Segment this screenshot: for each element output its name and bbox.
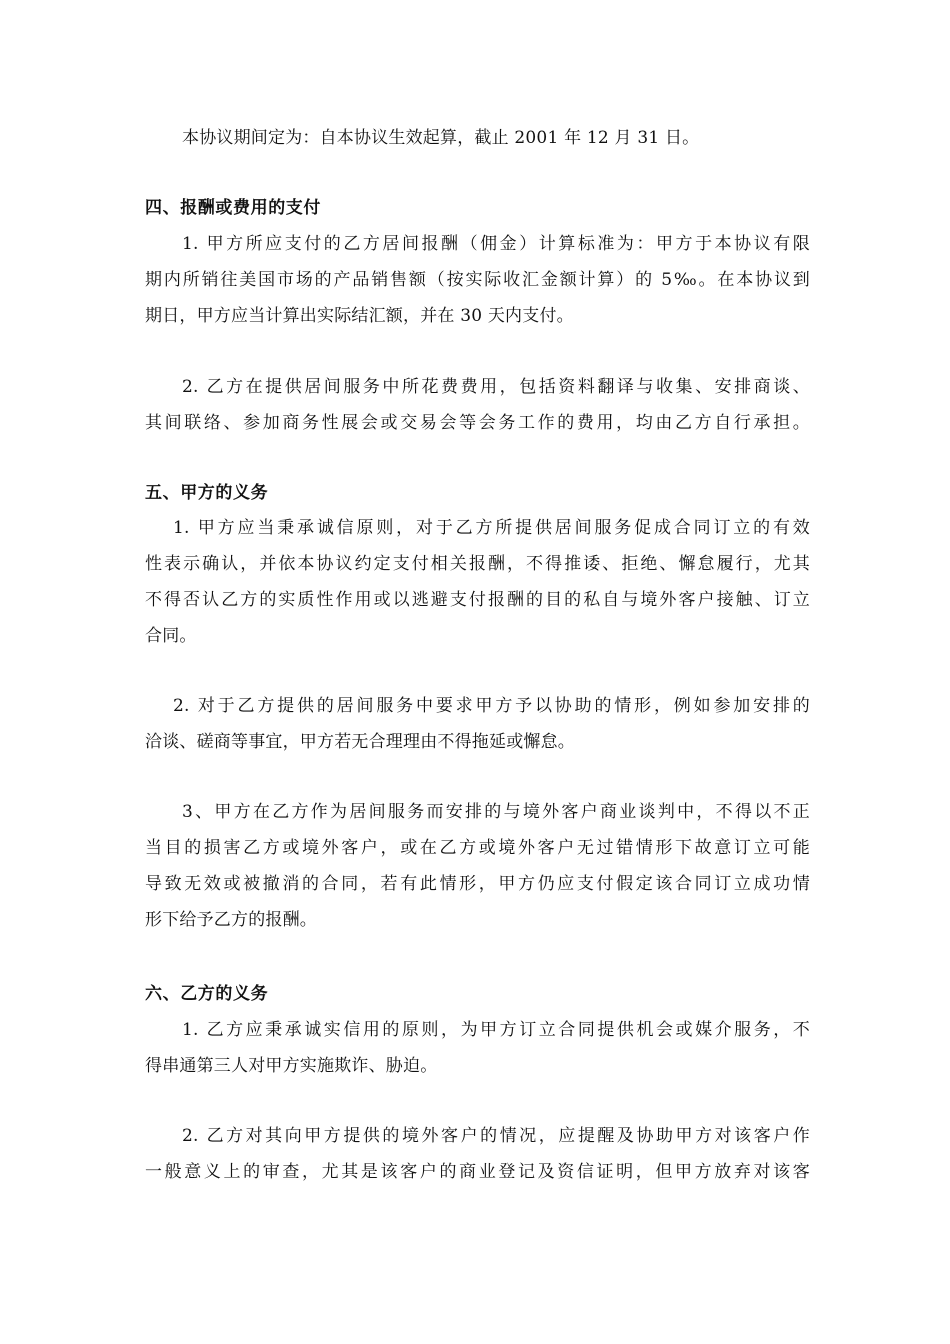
- section-4-heading: 四、报酬或费用的支付: [145, 198, 321, 218]
- section-5-item-1-line-2: 性表示确认，并依本协议约定支付相关报酬，不得推诿、拒绝、懈怠履行，尤其: [145, 554, 810, 574]
- section-5-item-3-line-3: 导致无效或被撤消的合同，若有此情形，甲方仍应支付假定该合同订立成功情: [145, 874, 810, 894]
- section-5-heading: 五、甲方的义务: [145, 483, 269, 503]
- section-5-item-2-line-2: 洽谈、磋商等事宜，甲方若无合理理由不得拖延或懈怠。: [145, 732, 575, 752]
- section-5-item-2-line-1: 2. 对于乙方提供的居间服务中要求甲方予以协助的情形，例如参加安排的: [173, 696, 810, 716]
- section-6-item-1-line-2: 得串通第三人对甲方实施欺诈、胁迫。: [145, 1056, 438, 1076]
- section-5-item-3-line-4: 形下给予乙方的报酬。: [145, 910, 317, 930]
- section-6-heading: 六、乙方的义务: [145, 984, 269, 1004]
- section-4-item-1-line-2: 期内所销往美国市场的产品销售额（按实际收汇金额计算）的 5‰。在本协议到: [145, 270, 810, 290]
- section-6-item-1-line-1: 1. 乙方应秉承诚实信用的原则，为甲方订立合同提供机会或媒介服务，不: [182, 1020, 810, 1040]
- section-5-item-1-line-1: 1. 甲方应当秉承诚信原则，对于乙方所提供居间服务促成合同订立的有效: [173, 518, 810, 538]
- section-5-item-1-line-4: 合同。: [145, 626, 197, 646]
- section-6-item-2-line-2: 一般意义上的审查，尤其是该客户的商业登记及资信证明，但甲方放弃对该客: [145, 1162, 810, 1182]
- section-4-item-2-line-1: 2. 乙方在提供居间服务中所花费费用，包括资料翻译与收集、安排商谈、: [182, 377, 810, 397]
- section-5-item-3-line-2: 当目的损害乙方或境外客户，或在乙方或境外客户无过错情形下故意订立可能: [145, 838, 810, 858]
- section-4-item-1-line-3: 期日，甲方应当计算出实际结汇额，并在 30 天内支付。: [145, 306, 574, 326]
- section-4-item-1-line-1: 1. 甲方所应支付的乙方居间报酬（佣金）计算标准为：甲方于本协议有限: [182, 234, 810, 254]
- period-clause: 本协议期间定为：自本协议生效起算，截止 2001 年 12 月 31 日。: [182, 128, 700, 148]
- section-5-item-1-line-3: 不得否认乙方的实质性作用或以逃避支付报酬的目的私自与境外客户接触、订立: [145, 590, 810, 610]
- section-4-item-2-line-2: 其间联络、参加商务性展会或交易会等会务工作的费用，均由乙方自行承担。: [145, 413, 810, 433]
- section-5-item-3-line-1: 3、甲方在乙方作为居间服务而安排的与境外客户商业谈判中，不得以不正: [182, 802, 810, 822]
- section-6-item-2-line-1: 2. 乙方对其向甲方提供的境外客户的情况，应提醒及协助甲方对该客户作: [182, 1126, 810, 1146]
